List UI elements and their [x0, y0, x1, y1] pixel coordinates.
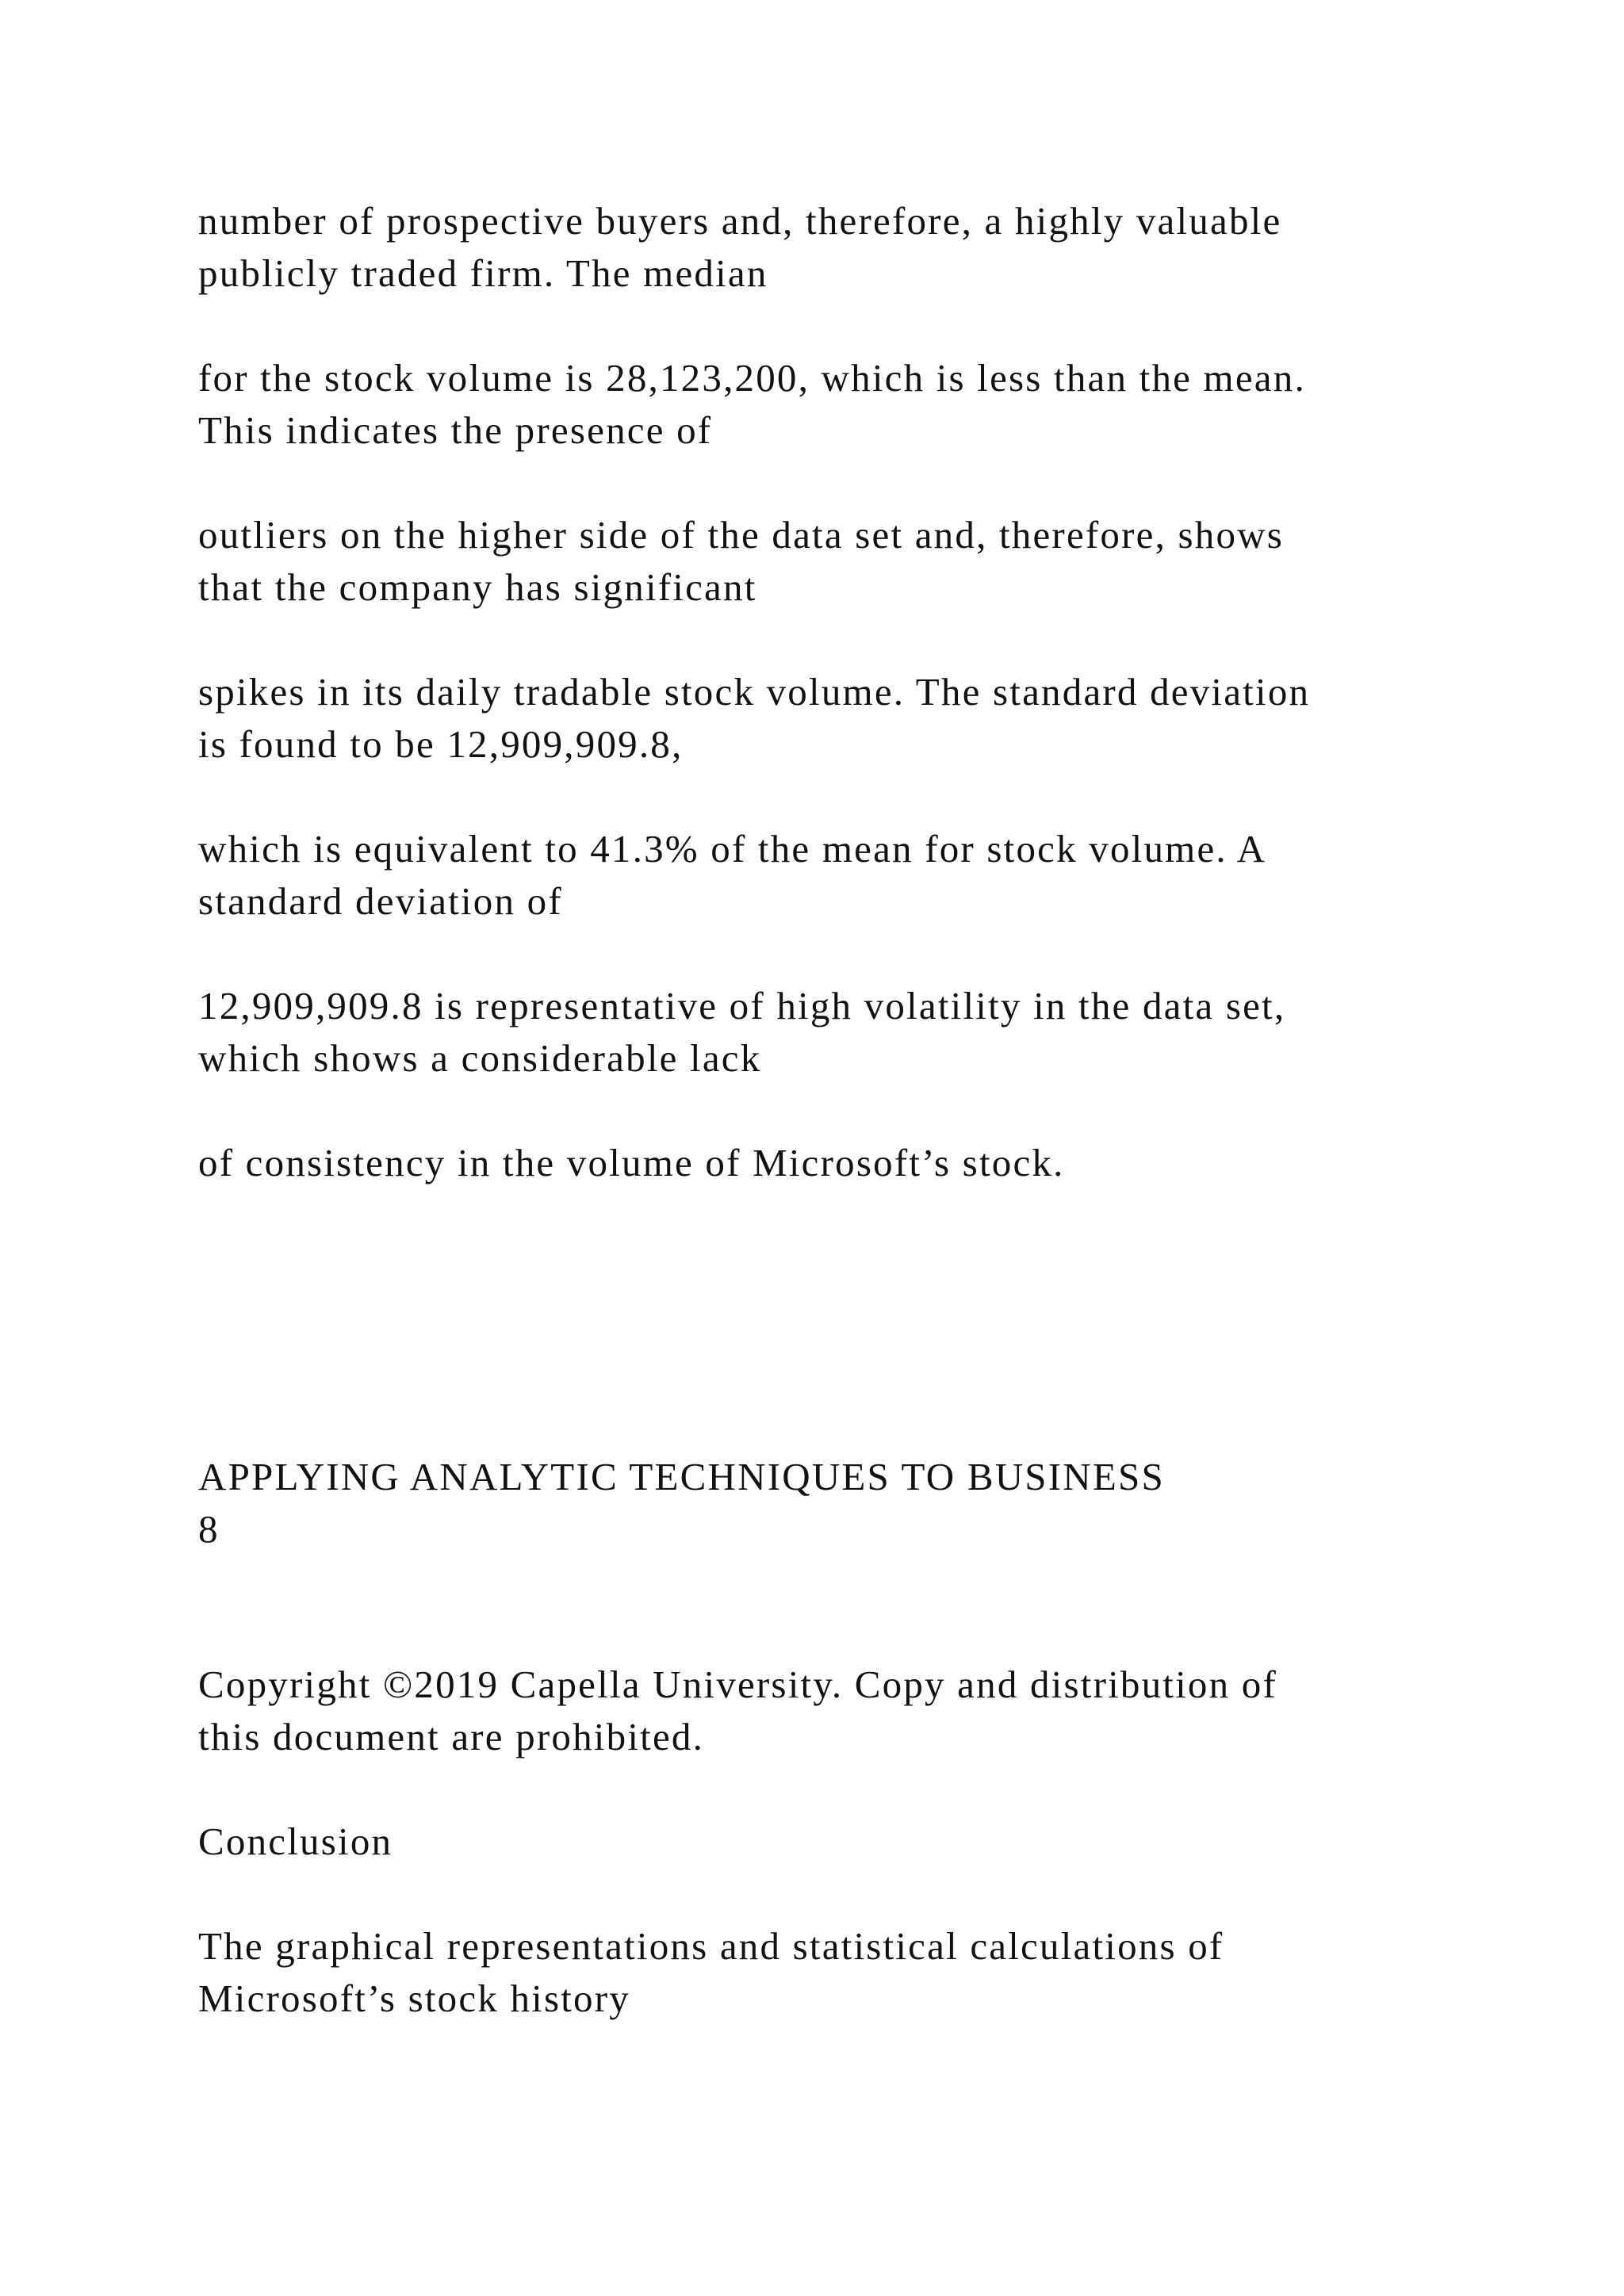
paragraph-7 — [198, 1137, 1546, 1189]
text-line: which is equivalent to 41.3% of the mean for stock volume. A — [198, 827, 1267, 871]
text-line: outliers on the higher side of the data set and, therefore, shows — [198, 513, 1285, 557]
text-line: which shows a considerable lack — [198, 1036, 762, 1080]
text-line: this document are prohibited. — [198, 1715, 705, 1758]
text-line: number of prospective buyers and, therefore, a highly valuable — [198, 199, 1282, 243]
text-line: that the company has significant — [198, 565, 757, 609]
text-line: The graphical representations and statistical calculations of — [198, 1924, 1224, 1968]
paragraph-2 — [198, 352, 1546, 457]
section-heading-text: Conclusion — [198, 1820, 393, 1863]
text-line: of consistency in the volume of Microsoft’s stock. — [198, 1141, 1065, 1184]
paragraph-3 — [198, 509, 1546, 614]
text-line: standard deviation of — [198, 879, 563, 923]
text-line: spikes in its daily tradable stock volume. The standard deviation — [198, 670, 1311, 714]
text-line: for the stock volume is 28,123,200, which is less than the mean. — [198, 356, 1306, 400]
paragraph-1 — [198, 195, 1546, 300]
running-header-title: APPLYING ANALYTIC TECHNIQUES TO BUSINESS — [198, 1455, 1165, 1498]
section-heading — [198, 1816, 1546, 1868]
text-line: is found to be 12,909,909.8, — [198, 722, 684, 766]
page-number: 8 — [198, 1507, 220, 1551]
text-line: This indicates the presence of — [198, 408, 713, 452]
text-line: publicly traded firm. The median — [198, 251, 768, 295]
paragraph-5 — [198, 823, 1546, 928]
text-line: Copyright ©2019 Capella University. Copy and distribution of — [198, 1663, 1277, 1706]
paragraph-6 — [198, 980, 1546, 1085]
closing-paragraph — [198, 1920, 1546, 2025]
copyright-notice — [198, 1659, 1546, 1763]
text-line: 12,909,909.8 is representative of high volatility in the data set, — [198, 984, 1286, 1027]
running-header — [198, 1451, 1546, 1556]
paragraph-4 — [198, 666, 1546, 771]
text-line: Microsoft’s stock history — [198, 1976, 630, 2020]
